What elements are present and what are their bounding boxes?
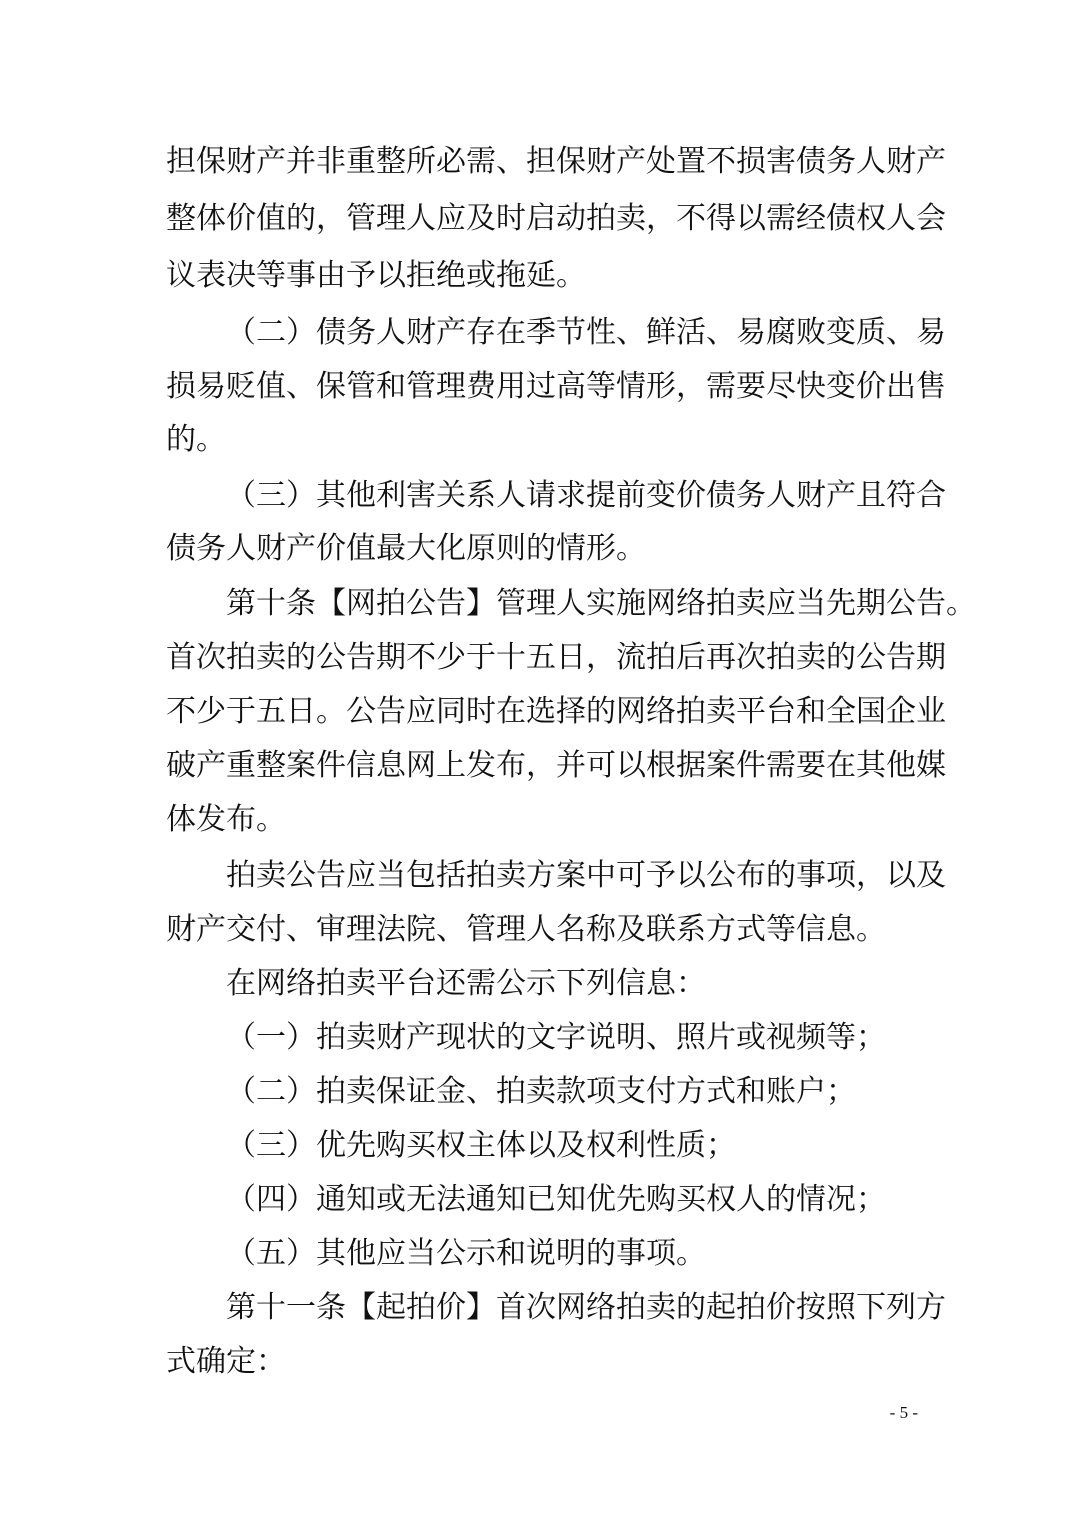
list-item: （一）拍卖财产现状的文字说明、照片或视频等； [226, 1020, 886, 1055]
body-line: 债务人财产价值最大化原则的情形。 [166, 531, 646, 566]
list-item: （五）其他应当公示和说明的事项。 [226, 1236, 706, 1271]
body-line: 整体价值的，管理人应及时启动拍卖，不得以需经债权人会 [166, 201, 946, 236]
body-line: 不少于五日。公告应同时在选择的网络拍卖平台和全国企业 [166, 694, 946, 729]
list-item: （四）通知或无法通知已知优先购买权人的情况； [226, 1182, 886, 1217]
paragraph-line: 在网络拍卖平台还需公示下列信息： [226, 966, 706, 1001]
body-line: 体发布。 [166, 802, 286, 837]
body-line: 式确定： [166, 1344, 286, 1379]
paragraph-line: 拍卖公告应当包括拍卖方案中可予以公布的事项，以及 [226, 858, 946, 893]
body-line: 担保财产并非重整所必需、担保财产处置不损害债务人财产 [166, 144, 946, 179]
page-number: - 5 - [889, 1403, 918, 1422]
clause-item-2: （二）债务人财产存在季节性、鲜活、易腐败变质、易 [226, 315, 946, 350]
list-item: （二）拍卖保证金、拍卖款项支付方式和账户； [226, 1074, 856, 1109]
article-10-heading: 第十条【网拍公告】管理人实施网络拍卖应当先期公告。 [226, 586, 976, 621]
body-line: 议表决等事由予以拒绝或拖延。 [166, 258, 586, 293]
body-line: 的。 [166, 422, 226, 457]
body-line: 财产交付、审理法院、管理人名称及联系方式等信息。 [166, 912, 886, 947]
body-line: 损易贬值、保管和管理费用过高等情形，需要尽快变价出售 [166, 369, 946, 404]
body-line: 破产重整案件信息网上发布，并可以根据案件需要在其他媒 [166, 748, 946, 783]
body-line: 首次拍卖的公告期不少于十五日，流拍后再次拍卖的公告期 [166, 640, 946, 675]
article-11-heading: 第十一条【起拍价】首次网络拍卖的起拍价按照下列方 [226, 1290, 946, 1325]
list-item: （三）优先购买权主体以及权利性质； [226, 1128, 736, 1163]
clause-item-3: （三）其他利害关系人请求提前变价债务人财产且符合 [226, 478, 946, 513]
